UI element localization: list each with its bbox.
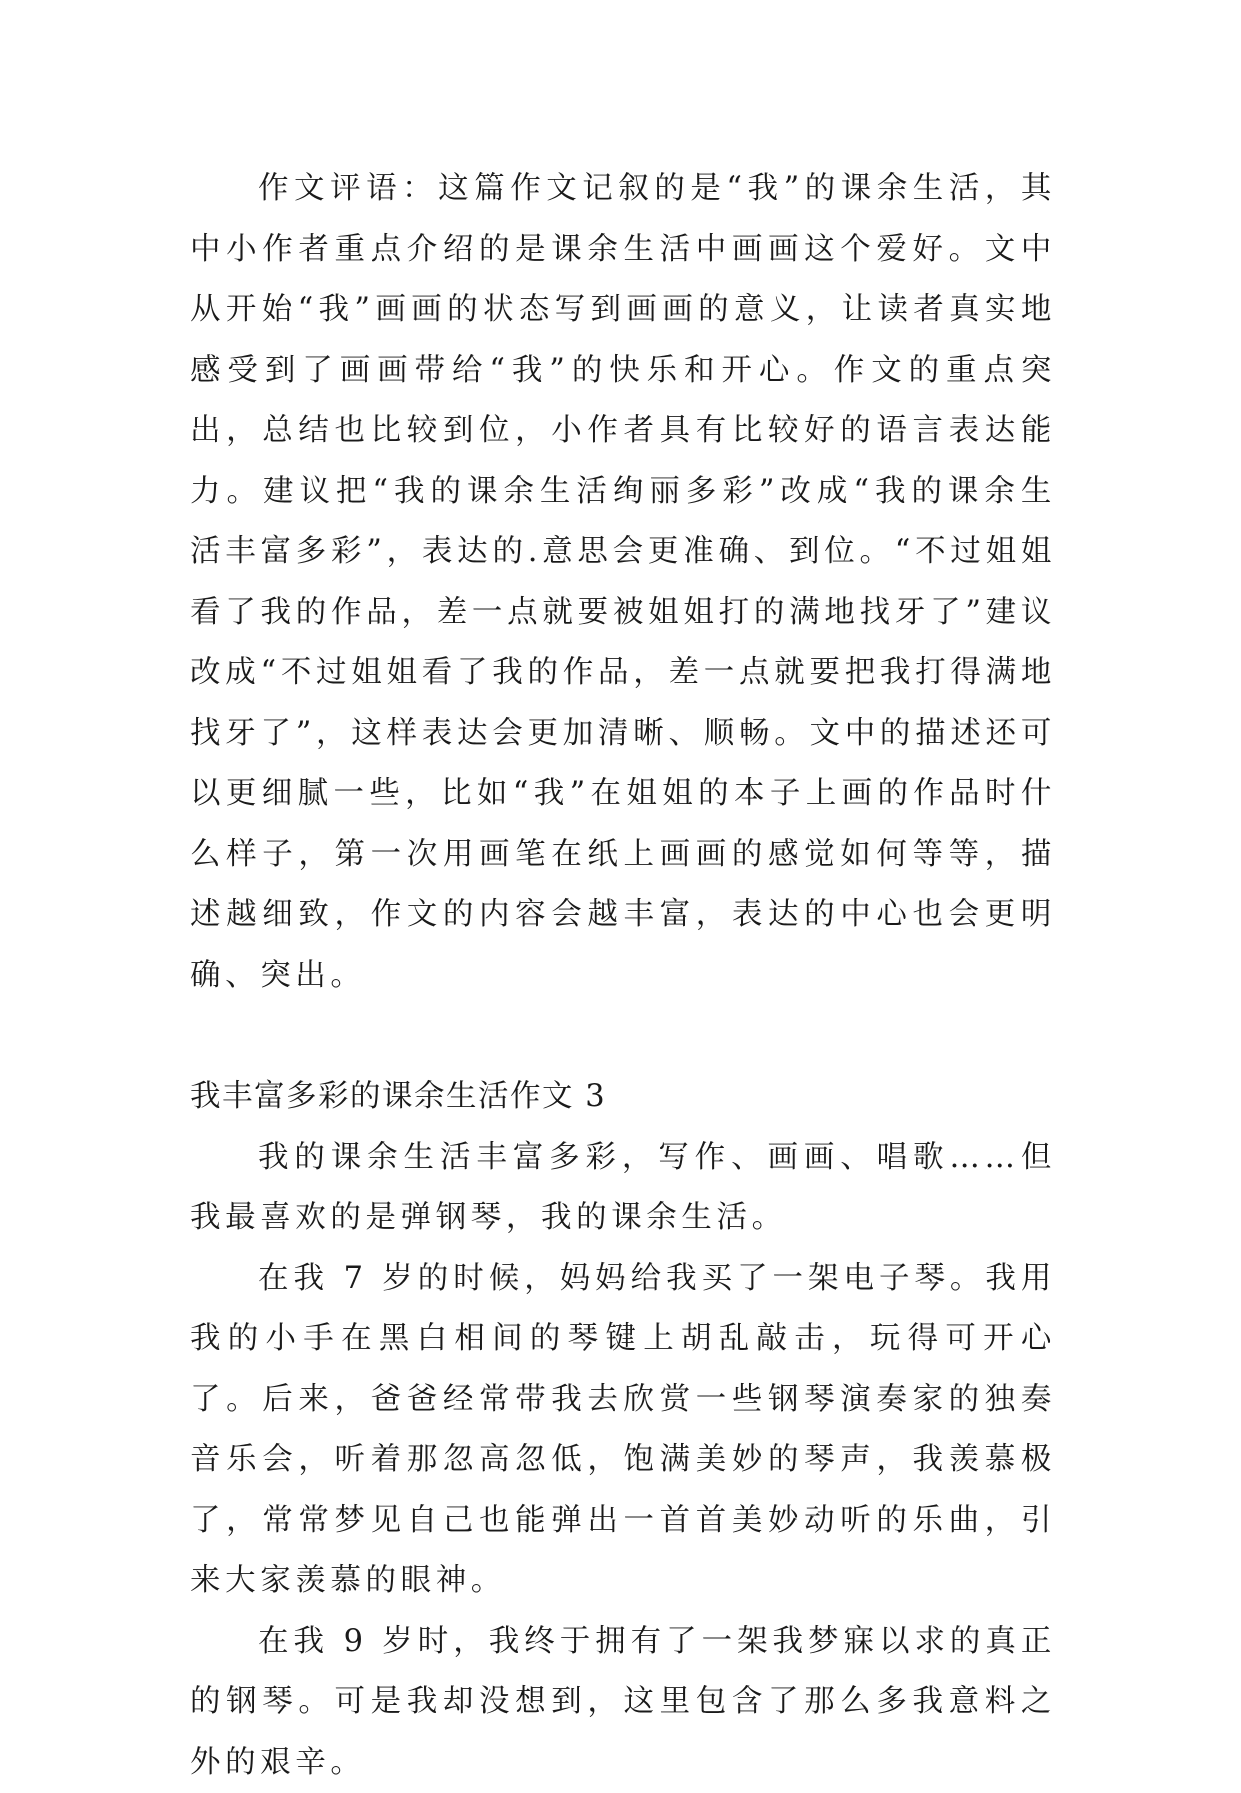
document-body [190, 159, 1056, 1793]
section-title: 我丰富多彩的课余生活作文 3 [190, 1067, 1056, 1128]
body-paragraph-3: 在我 9 岁时，我终于拥有了一架我梦寐以求的真正的钢琴。可是我却没想到，这里包含了那么多我意料之外的艰辛。 [190, 1612, 1056, 1793]
essay-comment-paragraph: 作文评语：这篇作文记叙的是“我”的课余生活，其中小作者重点介绍的是课余生活中画画这个爱好。文中从开始“我”画画的状态写到画画的意义，让读者真实地感受到了画画带给“我”的快乐和开心。作文的重点突出，总结也比较到位，小作者具有比较好的语言表达能力。建议把“我的课余生活绚丽多彩”改成“我的课余生活丰富多彩”，表达的.意思会更准确、到位。“不过姐姐看了我的作品，差一点就要被姐姐打的满地找牙了”建议改成“不过姐姐看了我的作品，差一点就要把我打得满地找牙了”，这样表达会更加清晰、顺畅。文中的描述还可以更细腻一些，比如“我”在姐姐的本子上画的作品时什么样子，第一次用画笔在纸上画画的感觉如何等等，描述越细致，作文的内容会越丰富，表达的中心也会更明确、突出。 [190, 159, 1056, 1006]
body-paragraph-1: 我的课余生活丰富多彩，写作、画画、唱歌……但我最喜欢的是弹钢琴，我的课余生活。 [190, 1128, 1056, 1249]
body-paragraph-2: 在我 7 岁的时候，妈妈给我买了一架电子琴。我用我的小手在黑白相间的琴键上胡乱敲击，玩得可开心了。后来，爸爸经常带我去欣赏一些钢琴演奏家的独奏音乐会，听着那忽高忽低，饱满美妙的琴声，我羡慕极了，常常梦见自己也能弹出一首首美妙动听的乐曲，引来大家羡慕的眼神。 [190, 1249, 1056, 1612]
